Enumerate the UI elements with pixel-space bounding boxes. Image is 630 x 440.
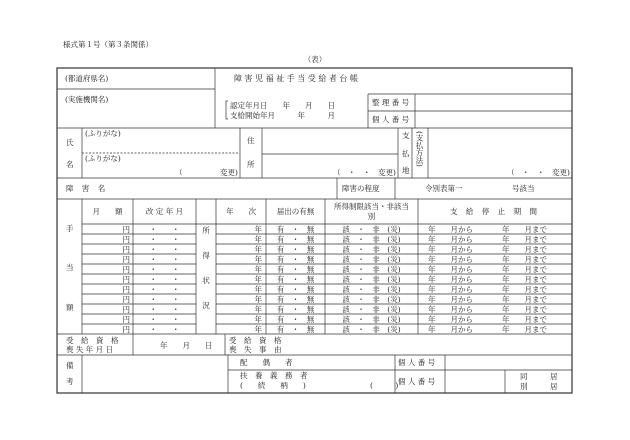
- limit-value: 該 ・ 非 (災): [342, 255, 401, 264]
- monthly-unit: 円: [122, 255, 130, 264]
- ordinance-item-label: 号該当: [512, 184, 535, 193]
- revision-dots: ・ ・: [149, 255, 180, 264]
- suspension-until: 年 月まで: [502, 255, 547, 264]
- payment-method-label: (支払方法): [415, 131, 424, 167]
- loss-reason-label-2: 喪 失 事 由: [229, 345, 282, 354]
- revision-dots: ・ ・: [149, 275, 180, 284]
- revision-dots: ・ ・: [149, 315, 180, 324]
- page-title: 障 害 児 福 祉 手 当 受 給 者 台 帳: [234, 74, 358, 83]
- monthly-unit: 円: [122, 305, 130, 314]
- suspension-from: 年 月から: [428, 315, 473, 324]
- monthly-unit: 円: [122, 295, 130, 304]
- name-label-2: 名: [66, 160, 74, 169]
- obligor-label-1: 扶 養 義 務 者: [240, 371, 308, 380]
- income-year: 年: [254, 285, 262, 294]
- col-revision: 改 定 年 月: [145, 207, 184, 216]
- limit-value: 該 ・ 非 (災): [342, 275, 401, 284]
- spouse-personal-number-label: 個 人 番 号: [398, 358, 436, 367]
- address-change-label: （ ・ ・ 変更): [333, 168, 396, 177]
- filed-value: 有 ・ 無: [276, 245, 315, 254]
- furigana-label-2: (ふりがな): [85, 154, 121, 163]
- ref-number-label: 整 理 番 号: [372, 98, 410, 107]
- monthly-unit: 円: [122, 265, 130, 274]
- income-year: 年: [254, 305, 262, 314]
- monthly-unit: 円: [122, 225, 130, 234]
- spouse-label: 配 偶 者: [240, 358, 293, 367]
- suspension-from: 年 月から: [428, 255, 473, 264]
- income-year: 年: [254, 255, 262, 264]
- furigana-label-1: (ふりがな): [85, 129, 121, 138]
- income-side-4: 況: [202, 301, 210, 310]
- suspension-until: 年 月まで: [502, 265, 547, 274]
- obligor-label-2: ( 続 柄 ): [240, 381, 306, 390]
- revision-dots: ・ ・: [149, 225, 180, 234]
- limit-value: 該 ・ 非 (災): [342, 305, 401, 314]
- col-filed: 届出の有無: [276, 207, 315, 216]
- filed-value: 有 ・ 無: [276, 305, 315, 314]
- suspension-from: 年 月から: [428, 265, 473, 274]
- col-year: 年 次: [226, 207, 256, 216]
- monthly-unit: 円: [122, 235, 130, 244]
- revision-dots: ・ ・: [149, 325, 180, 334]
- income-year: 年: [254, 235, 262, 244]
- col-limit-2: 別: [367, 212, 376, 221]
- col-monthly: 月 額: [92, 207, 123, 216]
- limit-value: 該 ・ 非 (災): [342, 235, 401, 244]
- payment-place-2: 払: [402, 149, 410, 158]
- payment-start-label: 支給開始年月 年 月: [230, 111, 335, 120]
- monthly-unit: 円: [122, 245, 130, 254]
- personal-number-label: 個 人 番 号: [372, 115, 410, 124]
- col-limit-1: 所得制限該当・非該当: [334, 202, 409, 211]
- suspension-from: 年 月から: [428, 235, 473, 244]
- payment-change-label: （ ・ ・ 変更): [507, 168, 570, 177]
- income-side-3: 状: [202, 276, 210, 285]
- limit-value: 該 ・ 非 (災): [342, 325, 401, 334]
- monthly-unit: 円: [122, 275, 130, 284]
- name-change-label: （ 変更): [175, 168, 238, 177]
- limit-value: 該 ・ 非 (災): [342, 295, 401, 304]
- suspension-from: 年 月から: [428, 275, 473, 284]
- suspension-until: 年 月まで: [502, 225, 547, 234]
- income-year: 年: [254, 295, 262, 304]
- filed-value: 有 ・ 無: [276, 225, 315, 234]
- suspension-until: 年 月まで: [502, 295, 547, 304]
- filed-value: 有 ・ 無: [276, 285, 315, 294]
- suspension-from: 年 月から: [428, 285, 473, 294]
- payment-place-3: 地: [402, 166, 410, 175]
- income-year: 年: [254, 275, 262, 284]
- revision-dots: ・ ・: [149, 245, 180, 254]
- income-side-1: 所: [202, 226, 210, 235]
- filed-value: 有 ・ 無: [276, 265, 315, 274]
- suspension-from: 年 月から: [428, 225, 473, 234]
- remarks-label-2: 考: [66, 377, 74, 386]
- suspension-until: 年 月まで: [502, 285, 547, 294]
- allowance-side-1: 手: [66, 224, 74, 233]
- address-label-2: 所: [247, 160, 255, 169]
- revision-dots: ・ ・: [149, 305, 180, 314]
- suspension-from: 年 月から: [428, 325, 473, 334]
- address-label-1: 住: [247, 136, 255, 145]
- prefecture-label: (都道府県名): [65, 74, 109, 83]
- income-year: 年: [254, 245, 262, 254]
- obligor-paren: ( ): [370, 381, 399, 390]
- suspension-until: 年 月まで: [502, 235, 547, 244]
- suspension-from: 年 月から: [428, 305, 473, 314]
- loss-reason-label-1: 受 給 資 格: [229, 336, 282, 345]
- obligor-personal-number-label: 個 人 番 号: [398, 377, 436, 386]
- payment-place-1: 支: [402, 131, 410, 140]
- filed-value: 有 ・ 無: [276, 235, 315, 244]
- separate-label: 別 居: [520, 382, 558, 391]
- filed-value: 有 ・ 無: [276, 325, 315, 334]
- filed-value: 有 ・ 無: [276, 295, 315, 304]
- cert-date-label: 認定年月日 年 月 日: [230, 101, 335, 110]
- remarks-label-1: 備: [66, 361, 74, 370]
- limit-value: 該 ・ 非 (災): [342, 245, 401, 254]
- income-year: 年: [254, 325, 262, 334]
- name-label-1: 氏: [66, 138, 74, 147]
- limit-value: 該 ・ 非 (災): [342, 225, 401, 234]
- suspension-until: 年 月まで: [502, 275, 547, 284]
- suspension-until: 年 月まで: [502, 245, 547, 254]
- revision-dots: ・ ・: [149, 265, 180, 274]
- allowance-side-3: 額: [66, 303, 74, 312]
- income-year: 年: [254, 225, 262, 234]
- limit-value: 該 ・ 非 (災): [342, 315, 401, 324]
- limit-value: 該 ・ 非 (災): [342, 285, 401, 294]
- filed-value: 有 ・ 無: [276, 275, 315, 284]
- table-label: （表）: [303, 55, 327, 64]
- suspension-until: 年 月まで: [502, 315, 547, 324]
- income-side-2: 得: [202, 251, 210, 260]
- suspension-from: 年 月から: [428, 295, 473, 304]
- loss-date-value: 年 月 日: [160, 341, 213, 350]
- revision-dots: ・ ・: [149, 295, 180, 304]
- monthly-unit: 円: [122, 325, 130, 334]
- loss-date-label-2: 喪 失 年 月 日: [66, 345, 114, 354]
- filed-value: 有 ・ 無: [276, 315, 315, 324]
- income-year: 年: [254, 315, 262, 324]
- suspension-until: 年 月まで: [502, 325, 547, 334]
- ordinance-label: 令別表第一: [425, 184, 463, 193]
- col-suspension: 支 給 停 止 期 間: [450, 207, 540, 216]
- loss-date-label-1: 受 給 資 格: [66, 336, 119, 345]
- cohabit-label: 同 居: [520, 372, 558, 381]
- disability-degree-label: 障害の程度: [342, 184, 380, 193]
- suspension-from: 年 月から: [428, 245, 473, 254]
- limit-value: 該 ・ 非 (災): [342, 265, 401, 274]
- form-number: 様式第１号（第３条関係）: [63, 40, 153, 49]
- filed-value: 有 ・ 無: [276, 255, 315, 264]
- income-year: 年: [254, 265, 262, 274]
- agency-label: (実施機関名): [65, 95, 109, 104]
- revision-dots: ・ ・: [149, 285, 180, 294]
- allowance-side-2: 当: [66, 263, 74, 272]
- revision-dots: ・ ・: [149, 235, 180, 244]
- suspension-until: 年 月まで: [502, 305, 547, 314]
- monthly-unit: 円: [122, 315, 130, 324]
- monthly-unit: 円: [122, 285, 130, 294]
- disability-name-label: 障 害 名: [66, 184, 109, 193]
